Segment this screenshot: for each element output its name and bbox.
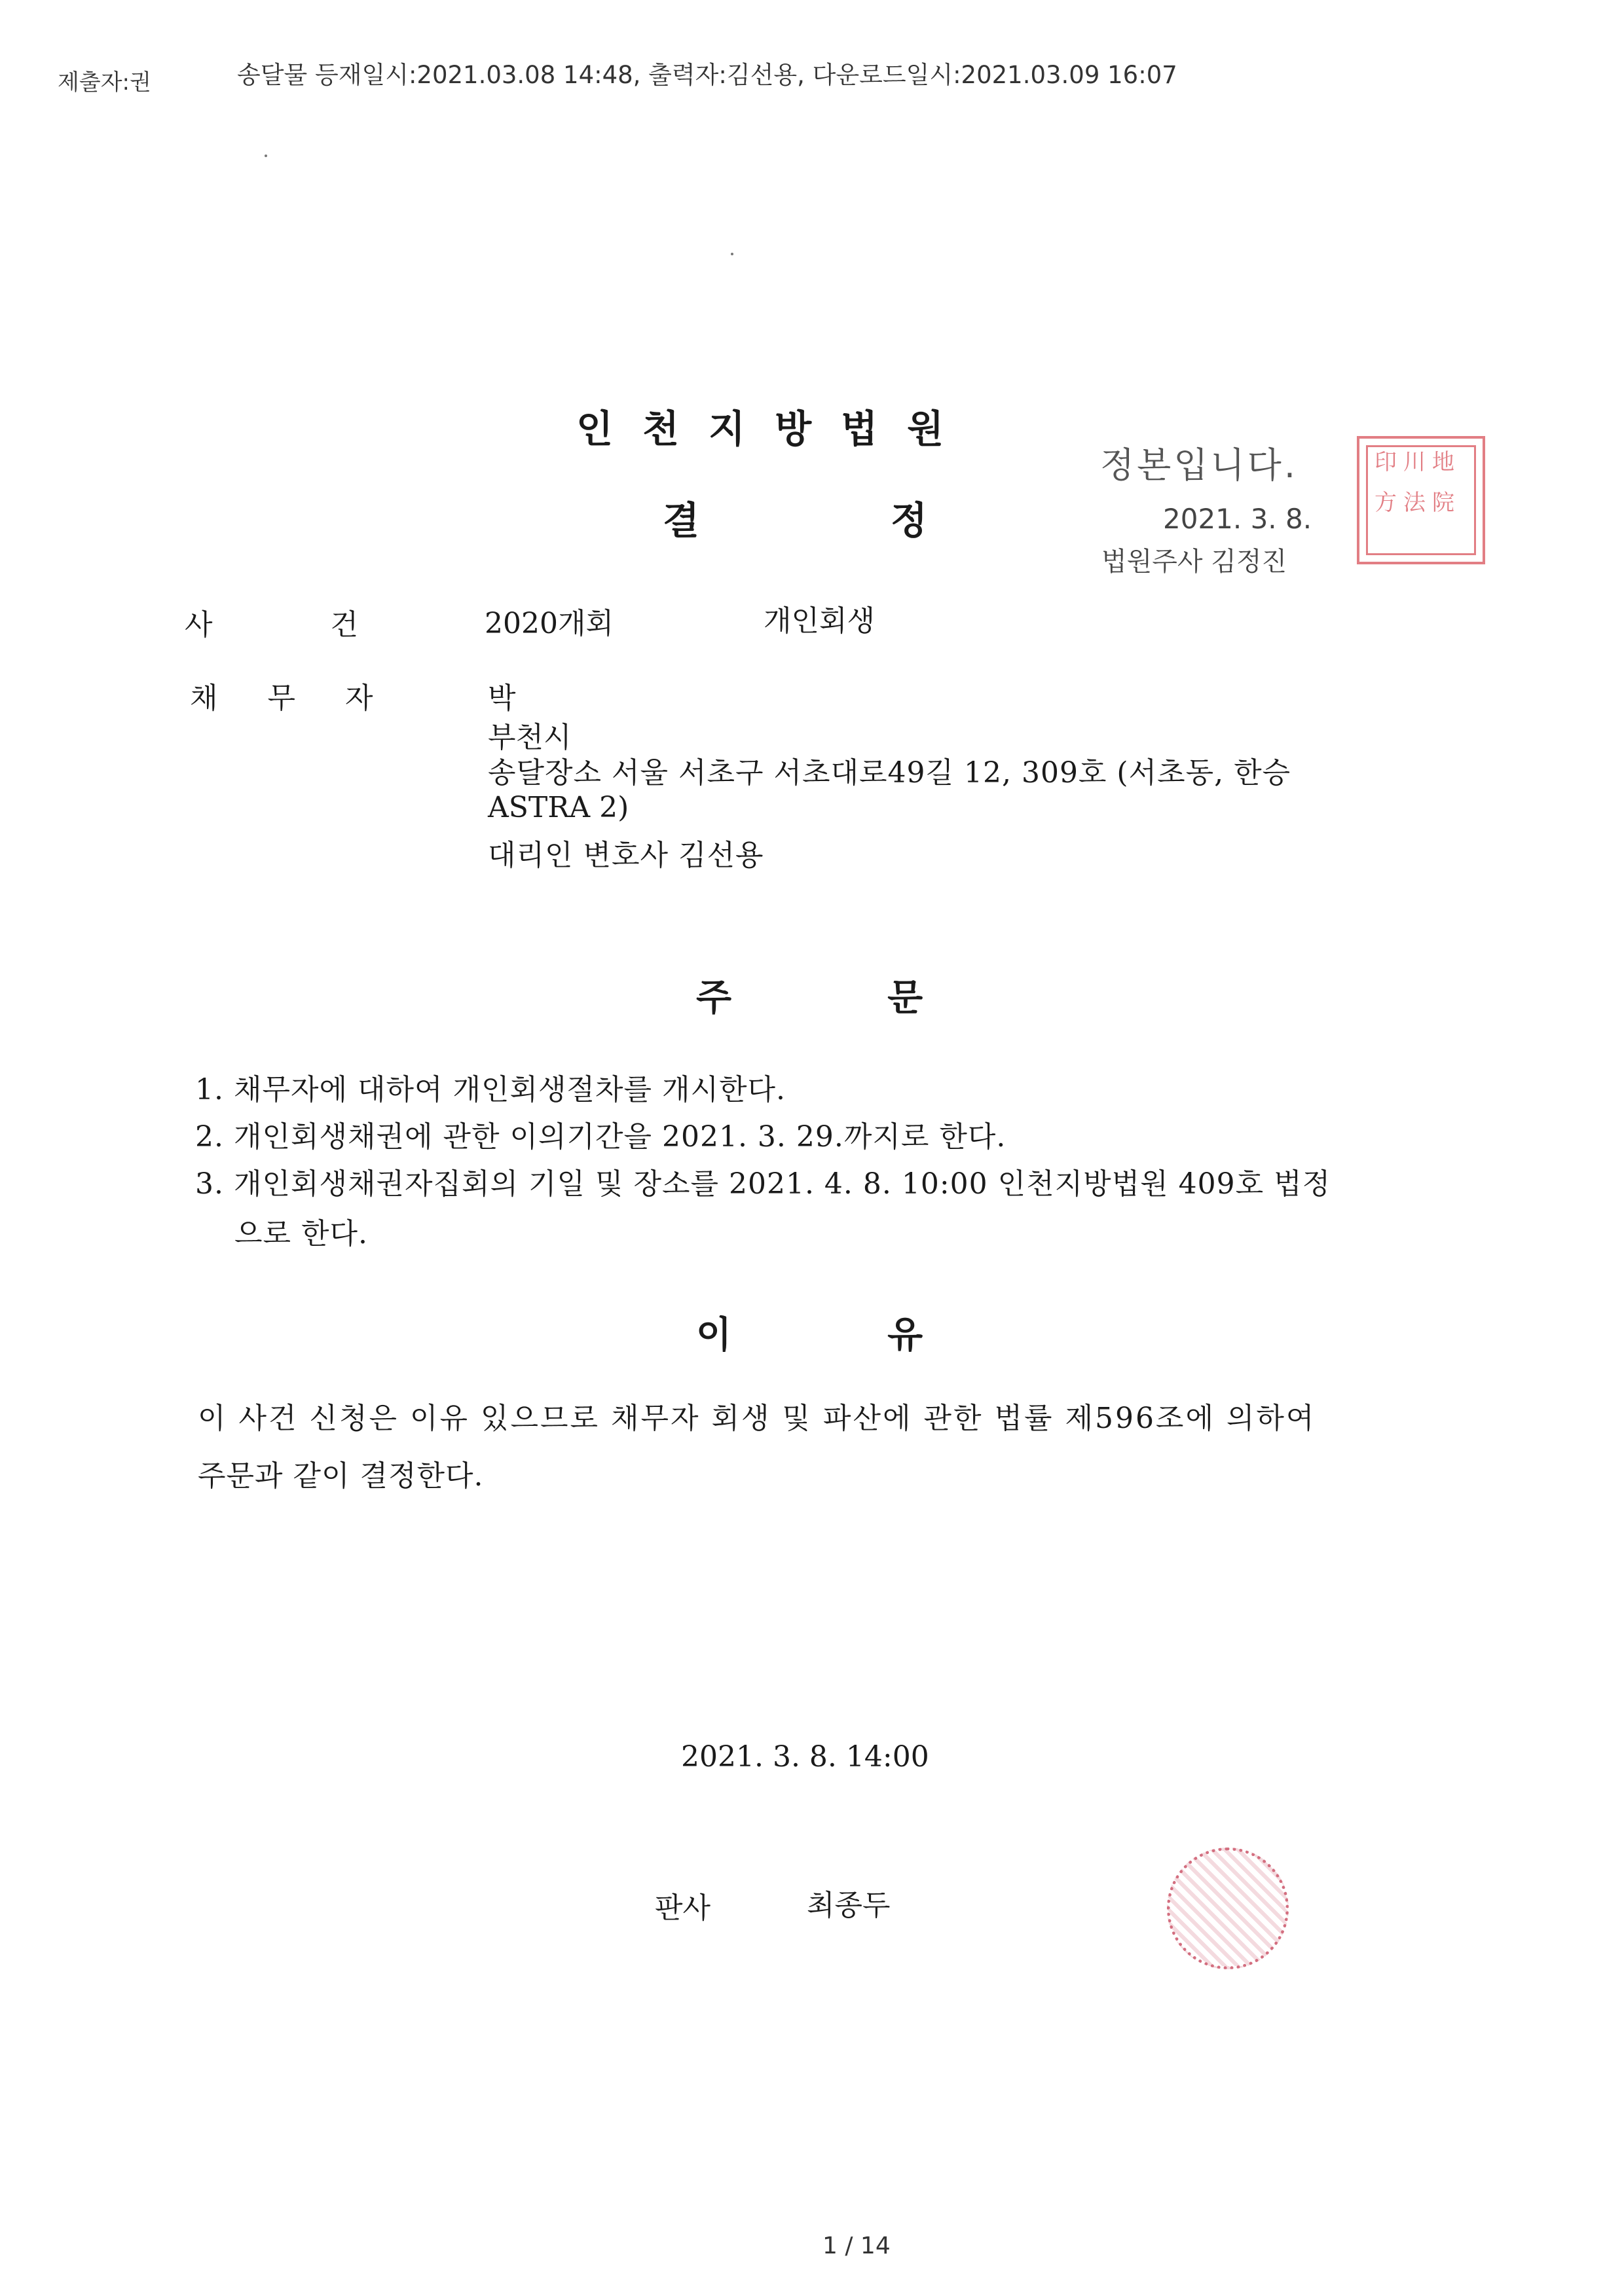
- page-number: 1 / 14: [822, 2232, 891, 2259]
- order-item: 3. 개인회생채권자집회의 기일 및 장소를 2021. 4. 8. 10:00 인천지방법원 409호 법정: [195, 1167, 1331, 1201]
- certified-copy-date: 2021. 3. 8.: [1163, 503, 1312, 535]
- order-heading: 주문: [696, 976, 1079, 1019]
- debtor-name: 박: [488, 682, 516, 715]
- case-type: 개인회생: [764, 604, 876, 638]
- debtor-agent: 대리인 변호사 김선용: [488, 839, 764, 872]
- header-submitter: 제출자:권: [58, 69, 151, 96]
- order-item: 2. 개인회생채권에 관한 이의기간을 2021. 3. 29.까지로 한다.: [195, 1120, 1006, 1154]
- court-name: 인천지방법원: [576, 407, 974, 451]
- judge-title: 판사: [655, 1891, 711, 1925]
- service-address-continued: ASTRA 2): [488, 791, 629, 824]
- case-label: 사건: [185, 608, 477, 642]
- scan-speck: [265, 155, 267, 157]
- decision-date: 2021. 3. 8. 14:00: [681, 1740, 929, 1774]
- reason-heading: 이유: [696, 1313, 1079, 1357]
- debtor-label: 채무자: [190, 682, 423, 715]
- service-address: 송달장소 서울 서초구 서초대로49길 12, 309호 (서초동, 한승: [488, 756, 1291, 790]
- certified-copy-clerk: 법원주사 김정진: [1101, 547, 1287, 577]
- reason-line: 이 사건 신청은 이유 있으므로 채무자 회생 및 파산에 관한 법률 제596조에 의하여: [198, 1402, 1316, 1435]
- order-item: 1. 채무자에 대하여 개인회생절차를 개시한다.: [195, 1073, 786, 1106]
- reason-line: 주문과 같이 결정한다.: [198, 1459, 484, 1493]
- judge-seal-stamp-icon: [1167, 1848, 1289, 1969]
- debtor-city: 부천시: [488, 721, 572, 754]
- header-transmission-meta: 송달물 등재일시:2021.03.08 14:48, 출력자:김선용, 다운로드일시:2021.03.09 16:07: [237, 61, 1177, 89]
- order-item-continued: 으로 한다.: [234, 1217, 368, 1250]
- scan-speck: [731, 253, 733, 255]
- judge-name: 최종두: [807, 1889, 891, 1922]
- certified-copy-text: 정본입니다.: [1100, 445, 1298, 486]
- case-number: 2020개회: [485, 607, 614, 640]
- document-title: 결정: [663, 498, 1119, 543]
- court-seal-stamp-icon: 印 川 地 方 法 院: [1357, 436, 1485, 564]
